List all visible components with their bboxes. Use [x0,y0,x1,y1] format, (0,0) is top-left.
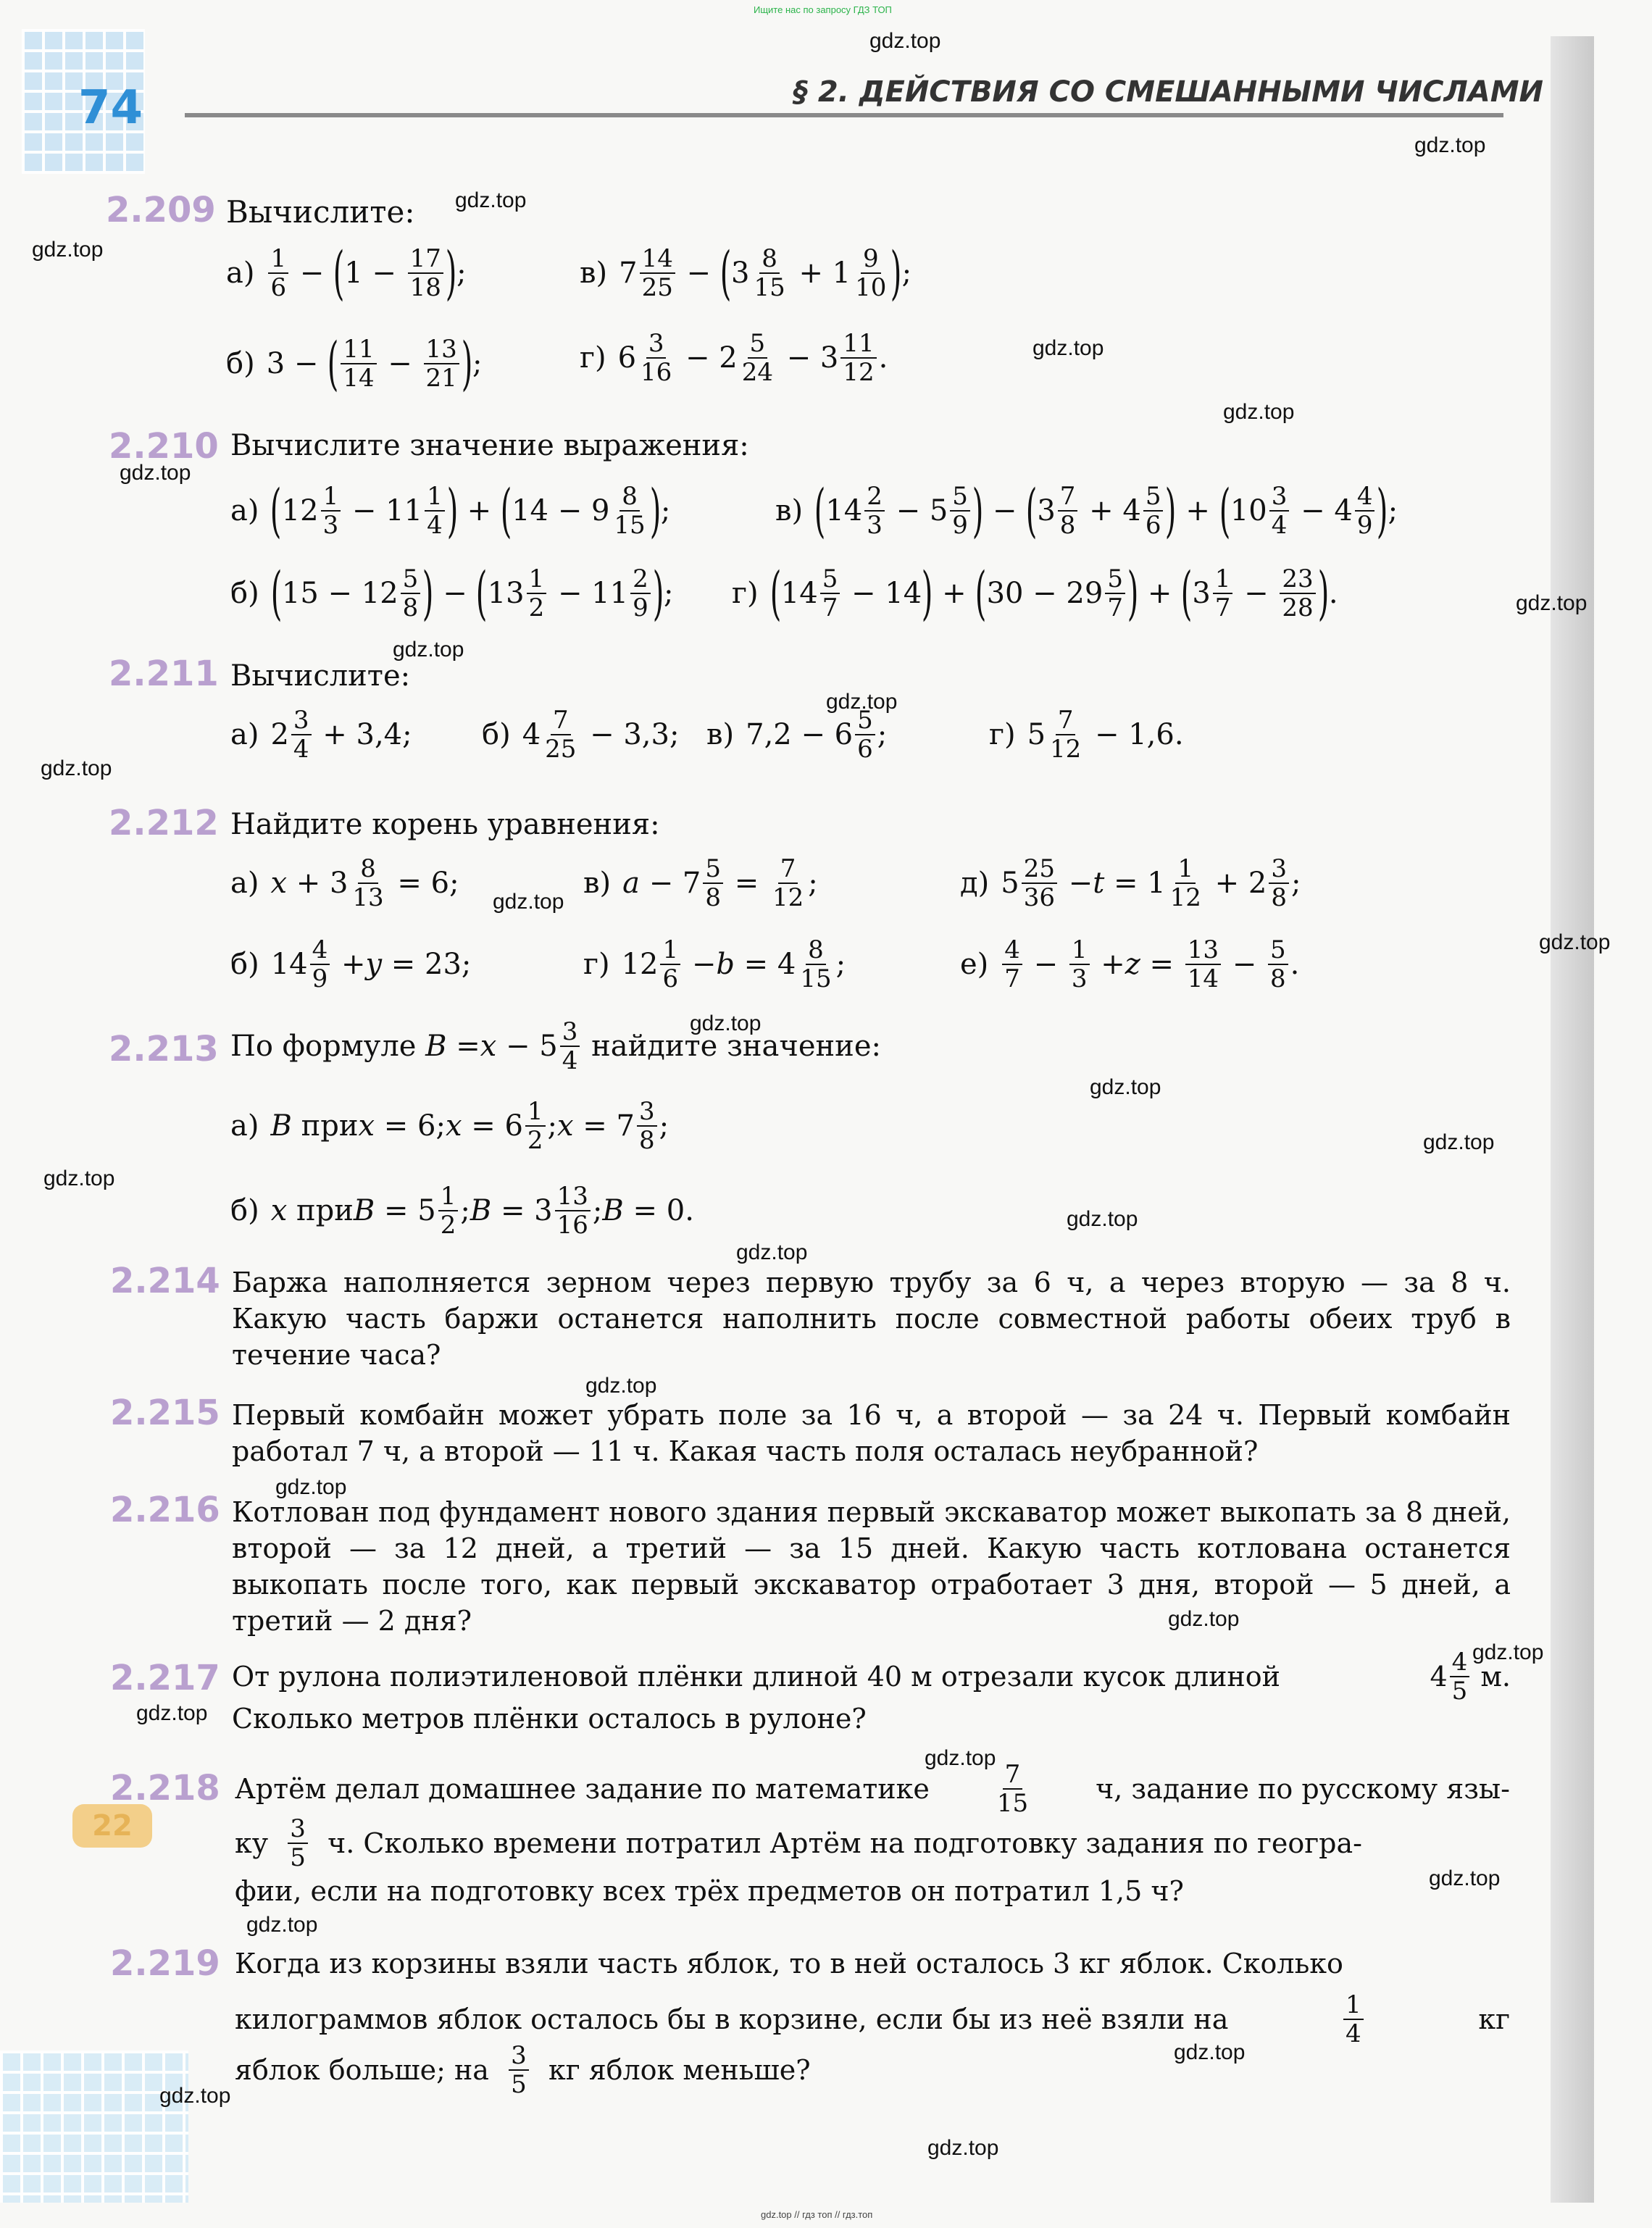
watermark: gdz.top [690,1011,762,1035]
section-title: § 2. ДЕЙСТВИЯ СО СМЕШАННЫМИ ЧИСЛАМИ [793,75,1543,109]
watermark: gdz.top [869,29,941,53]
problem-number: 2.218 [110,1768,220,1808]
expression: а) B при x = 6; x = 6 $\frac{1}{2}$ ; x = 7 $\frac{3}{8}$ ; [230,1097,669,1155]
header-rule [185,113,1503,117]
watermark: gdz.top [1414,133,1486,157]
watermark: gdz.top [43,1167,115,1190]
watermark: gdz.top [1090,1075,1161,1099]
problem-text: килограммов яблок осталось бы в корзине, если бы из неё взяли на $\frac{1}{4}$ кг [235,1990,1510,2048]
problem-number: 2.219 [110,1943,220,1984]
equation: е) $\frac{4}{7}$ − $\frac{1}{3}$ + z = $\frac{13}{14}$ − $\frac{5}{8}$ . [960,935,1300,993]
expression: а) $\frac{1}{6}$ − ( 1 − $\frac{17}{18}$ ) ; [226,239,467,306]
expression: б) 4 $\frac{7}{25}$ − 3,3; [482,706,680,764]
watermark: gdz.top [1067,1207,1138,1231]
watermark: gdz.top [585,1374,657,1398]
page-number: 74 [78,81,143,135]
watermark: gdz.top [736,1240,808,1264]
expression: в) ( 14 $\frac{2}{3}$ − 5 $\frac{5}{9}$ ) − ( 3 $\frac{7}{8}$ + 4 $\frac{5}{6}$ ) + ( 10 $\frac{3}{4}$ − 4 $\frac{4}{9}$ ) ; [775,477,1398,544]
problem-text: От рулона полиэтиленовой плёнки длиной 40 м отрезали кусок длиной 4 $\frac{4}{5}$ м. [232,1648,1511,1706]
problem-title: Вычислите: [230,659,411,693]
expression: г) 5 $\frac{7}{12}$ − 1,6. [989,706,1184,764]
problem-text: яблок больше; на $\frac{3}{5}$ кг яблок меньше? [235,2041,811,2099]
problem-number: 2.217 [110,1658,220,1698]
watermark: gdz.top [120,461,191,485]
problem-text: Баржа наполняется зерном через первую трубу за 6 ч, а через вторую — за 8 ч. Какую часть баржи останется наполнить после совместной работы обеих труб в течение часа? [232,1267,1511,1371]
bottom-note: gdz.top // гдз топ // гдз.топ [761,2209,873,2220]
problem-text: Когда из корзины взяли часть яблок, то в ней осталось 3 кг яблок. Сколько [235,1948,1343,1979]
problem-text: Артём делал домашнее задание по математике $\frac{7}{15}$ ч, задание по русскому язы- [235,1760,1510,1818]
watermark: gdz.top [1223,400,1295,424]
badge-icon: 22 [72,1804,152,1848]
problem-text: Котлован под фундамент нового здания первый экскаватор может выкопать за 8 дней, второй — за 12 дней, а третий — за 15 дней. Какую часть котлована останется выкопать после того, как первый экскаватор отработает 3 дня, второй — 5 дней, а третий — 2 дня? [232,1496,1511,1637]
expression: б) 3 − ( $\frac{11}{14}$ − $\frac{13}{21}$ ) ; [226,330,483,397]
problem-number: 2.214 [110,1261,220,1301]
watermark: gdz.top [1032,336,1104,360]
problem-number: 2.215 [110,1393,220,1433]
equation: г) 12 $\frac{1}{6}$ − b = 4 $\frac{8}{15}$ ; [583,935,846,993]
watermark: gdz.top [275,1475,347,1499]
top-note: Ищите нас по запросу ГДЗ ТОП [754,4,892,15]
decorative-tiles-bottom [0,2050,188,2203]
watermark: gdz.top [32,238,104,262]
problem-text: Первый комбайн может убрать поле за 16 ч, а второй — за 24 ч. Первый комбайн работал 7 ч, а второй — 11 ч. Какая часть поля осталась неубранной? [232,1399,1511,1467]
page-gutter-shadow [1551,36,1594,2203]
watermark: gdz.top [1168,1607,1240,1631]
watermark: gdz.top [455,188,527,212]
watermark: gdz.top [246,1913,318,1937]
watermark: gdz.top [826,690,898,714]
expression: а) 2 $\frac{3}{4}$ + 3,4; [230,706,412,764]
expression: б) x при B = 5 $\frac{1}{2}$ ; B = 3 $\frac{13}{16}$ ; B = 0. [230,1182,694,1240]
expression: г) ( 14 $\frac{5}{7}$ − 14 ) + ( 30 − 29 $\frac{5}{7}$ ) + ( 3 $\frac{1}{7}$ − $\frac{23}{28}$ ) . [732,559,1338,627]
problem-number: 2.210 [109,426,219,467]
problem-title: Вычислите значение выражения: [230,429,749,462]
expression: в) 7,2 − 6 $\frac{5}{6}$ ; [706,706,888,764]
problem-text: ку $\frac{3}{5}$ ч. Сколько времени потратил Артём на подготовку задания по геогра- [235,1814,1362,1872]
problem-number: 2.212 [109,803,219,843]
watermark: gdz.top [393,638,464,662]
equation: б) 14 $\frac{4}{9}$ + y = 23; [230,935,472,993]
expression: г) 6 $\frac{3}{16}$ − 2 $\frac{5}{24}$ − 3 $\frac{11}{12}$ . [580,329,888,387]
watermark: gdz.top [41,756,112,780]
watermark: gdz.top [1423,1130,1495,1154]
equation: в) a − 7 $\frac{5}{8}$ = $\frac{7}{12}$ ; [583,854,818,912]
problem-number: 2.213 [109,1029,219,1069]
problem-number: 2.211 [109,654,219,694]
equation: д) 5 $\frac{25}{36}$ − t = 1 $\frac{1}{12}$ + 2 $\frac{3}{8}$ ; [960,854,1301,912]
watermark: gdz.top [493,890,564,914]
problem-text: фии, если на подготовку всех трёх предметов он потратил 1,5 ч? [235,1875,1184,1907]
watermark: gdz.top [159,2084,231,2108]
watermark: gdz.top [136,1701,208,1725]
watermark: gdz.top [1472,1640,1544,1664]
problem-title: Найдите корень уравнения: [230,808,660,841]
watermark: gdz.top [1174,2040,1246,2064]
problem-text: Сколько метров плёнки осталось в рулоне? [232,1703,867,1735]
problem-number: 2.216 [110,1490,220,1530]
watermark: gdz.top [1516,591,1588,615]
problem-title: По формуле B = x − 5 $\frac{3}{4}$ найдите значение: [230,1017,881,1075]
watermark: gdz.top [1539,930,1611,954]
watermark: gdz.top [1429,1866,1501,1890]
problem-title: Вычислите: [226,194,415,230]
expression: в) 7 $\frac{14}{25}$ − ( 3 $\frac{8}{15}$ + 1 $\frac{9}{10}$ ) ; [580,239,912,306]
watermark: gdz.top [925,1746,996,1770]
watermark: gdz.top [927,2136,999,2160]
equation: а) x + 3 $\frac{8}{13}$ = 6; [230,854,459,912]
expression: б) ( 15 − 12 $\frac{5}{8}$ ) − ( 13 $\frac{1}{2}$ − 11 $\frac{2}{9}$ ) ; [230,559,674,627]
expression: а) ( 12 $\frac{1}{3}$ − 11 $\frac{1}{4}$ ) + ( 14 − 9 $\frac{8}{15}$ ) ; [230,477,671,544]
problem-number: 2.209 [106,190,216,230]
